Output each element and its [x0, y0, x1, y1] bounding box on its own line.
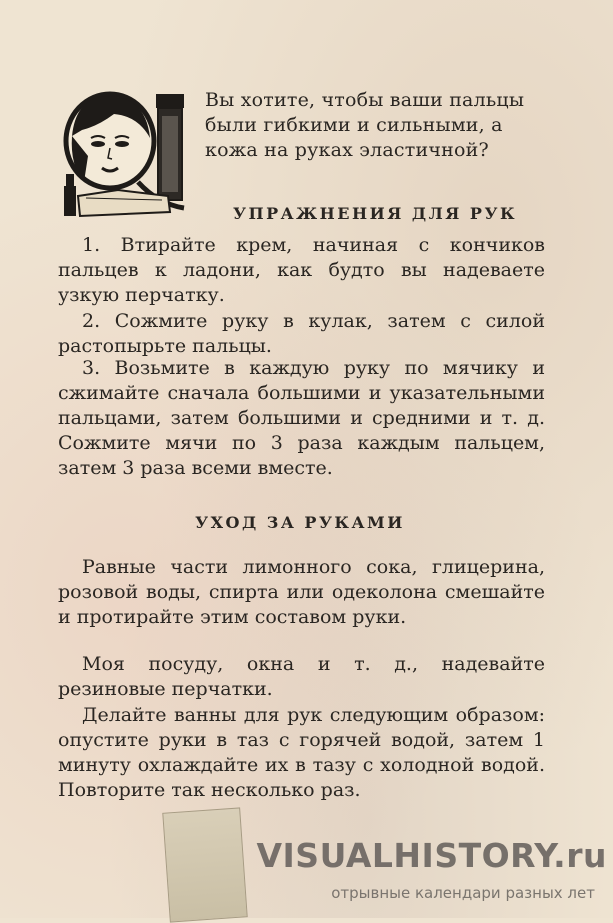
exercise-paragraph: 2. Сожмите руку в кулак, затем с силой растопырьте пальцы. [58, 310, 545, 357]
care-paragraph: Равные части лимонного сока, глицерина, розовой воды, спирта или одеколона смешайте и протирайте этим составом руки. [58, 556, 545, 628]
tear-off-tab [162, 807, 247, 922]
intro-question: Вы хотите, чтобы ваши пальцы были гибкими и сильными, а кожа на руках эластичной? [205, 89, 525, 161]
exercise-paragraph: 3. Возьмите в каждую руку по мячику и сжимайте сначала большими и указательными пальцами, затем большими и средними и т. д. Сожмите мячи по 3 раза каждым пальцем, затем 3 раза всеми вместе. [58, 357, 545, 479]
watermark-title: VISUALHISTORY.ru [256, 836, 607, 875]
exercises-heading: УПРАЖНЕНИЯ ДЛЯ РУК [233, 204, 517, 223]
care-paragraph: Моя посуду, окна и т. д., надевайте резиновые перчатки. [58, 653, 545, 700]
care-heading: УХОД ЗА РУКАМИ [195, 513, 405, 532]
watermark-subtitle: отрывные календари разных лет [331, 884, 595, 902]
care-paragraph: Делайте ванны для рук следующим образом: опустите руки в таз с горячей водой, затем 1 минуту охлаждайте их в тазу с холодной водой. Повторите так несколько раз. [58, 704, 545, 801]
woman-mirror-illustration [58, 86, 193, 222]
exercise-paragraph: 1. Втирайте крем, начиная с кончиков пальцев к ладони, как будто вы надеваете узкую перчатку. [58, 234, 545, 306]
